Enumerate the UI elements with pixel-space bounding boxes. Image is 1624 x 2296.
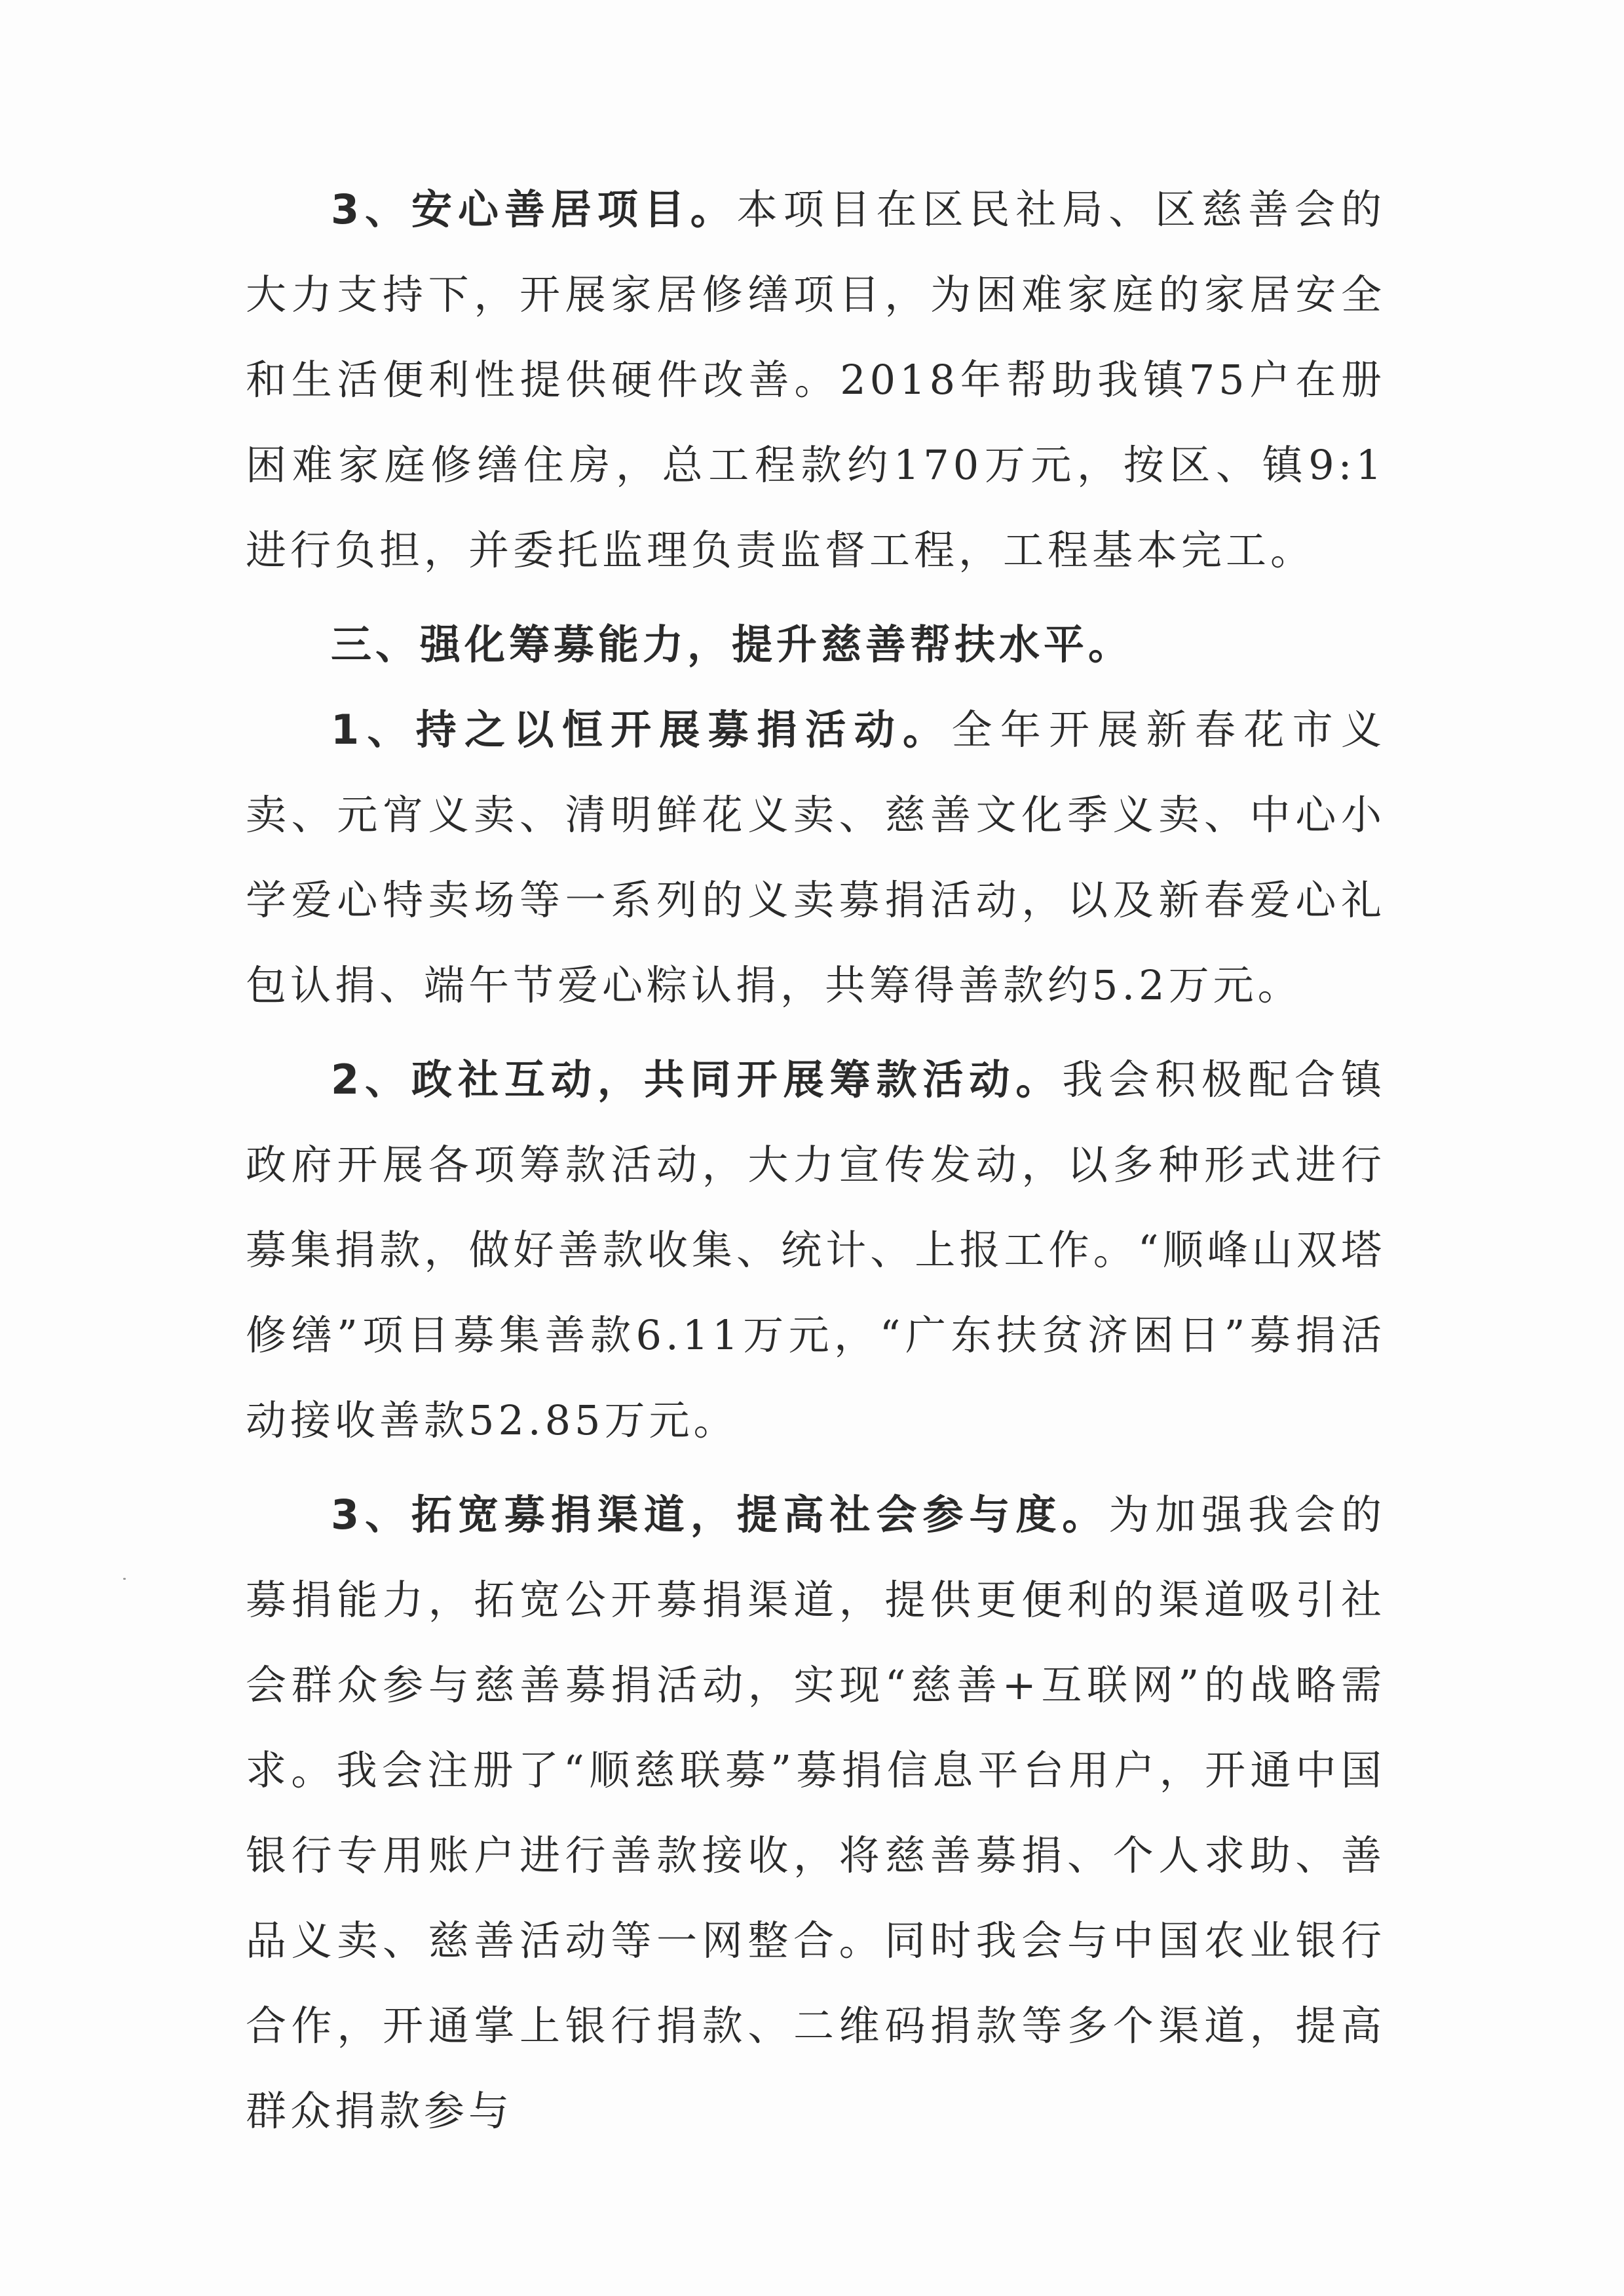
paragraph-charity-sales [246, 687, 1386, 1028]
paragraph-government-fundraising [246, 1037, 1386, 1463]
section-heading-three: 三、强化筹募能力，提升慈善帮扶水平。 [331, 621, 1133, 668]
paragraph-lead: 3、拓宽募捐渠道，提高社会参与度。 [331, 1491, 1109, 1539]
document-body [246, 167, 1386, 2154]
paragraph-anxin-project [246, 167, 1386, 593]
paragraph-lead: 2、政社互动，共同开展筹款活动。 [331, 1056, 1063, 1103]
paragraph-text: 我会积极配合镇政府开展各项筹款活动，大力宣传发动，以多种形式进行募集捐款，做好善款收集、统计、上报工作。“顺峰山双塔修缮”项目募集善款6.11万元，“广东扶贫济困日”募捐活动接收善款52.85万元。 [246, 1056, 1386, 1444]
paragraph-lead: 1、持之以恒开展募捐活动。 [331, 706, 952, 754]
paragraph-lead: 3、安心善居项目。 [331, 185, 737, 233]
paragraph-donation-channels [246, 1472, 1386, 2154]
paragraph-text: 全年开展新春花市义卖、元宵义卖、清明鲜花义卖、慈善文化季义卖、中心小学爱心特卖场等一系列的义卖募捐活动，以及新春爱心礼包认捐、端午节爱心粽认捐，共筹得善款约5.2万元。 [246, 706, 1386, 1009]
scan-speck [123, 1578, 126, 1580]
paragraph-text: 为加强我会的募捐能力，拓宽公开募捐渠道，提供更便利的渠道吸引社会群众参与慈善募捐活动，实现“慈善+互联网”的战略需求。我会注册了“顺慈联募”募捐信息平台用户，开通中国银行专用账户进行善款接收，将慈善募捐、个人求助、善品义卖、慈善活动等一网整合。同时我会与中国农业银行合作，开通掌上银行捐款、二维码捐款等多个渠道，提高群众捐款参与 [246, 1491, 1386, 2135]
paragraph-text: 本项目在区民社局、区慈善会的大力支持下，开展家居修缮项目，为困难家庭的家居安全和生活便利性提供硬件改善。2018年帮助我镇75户在册困难家庭修缮住房，总工程款约170万元，按区、镇9:1进行负担，并委托监理负责监督工程，工程基本完工。 [246, 185, 1386, 574]
